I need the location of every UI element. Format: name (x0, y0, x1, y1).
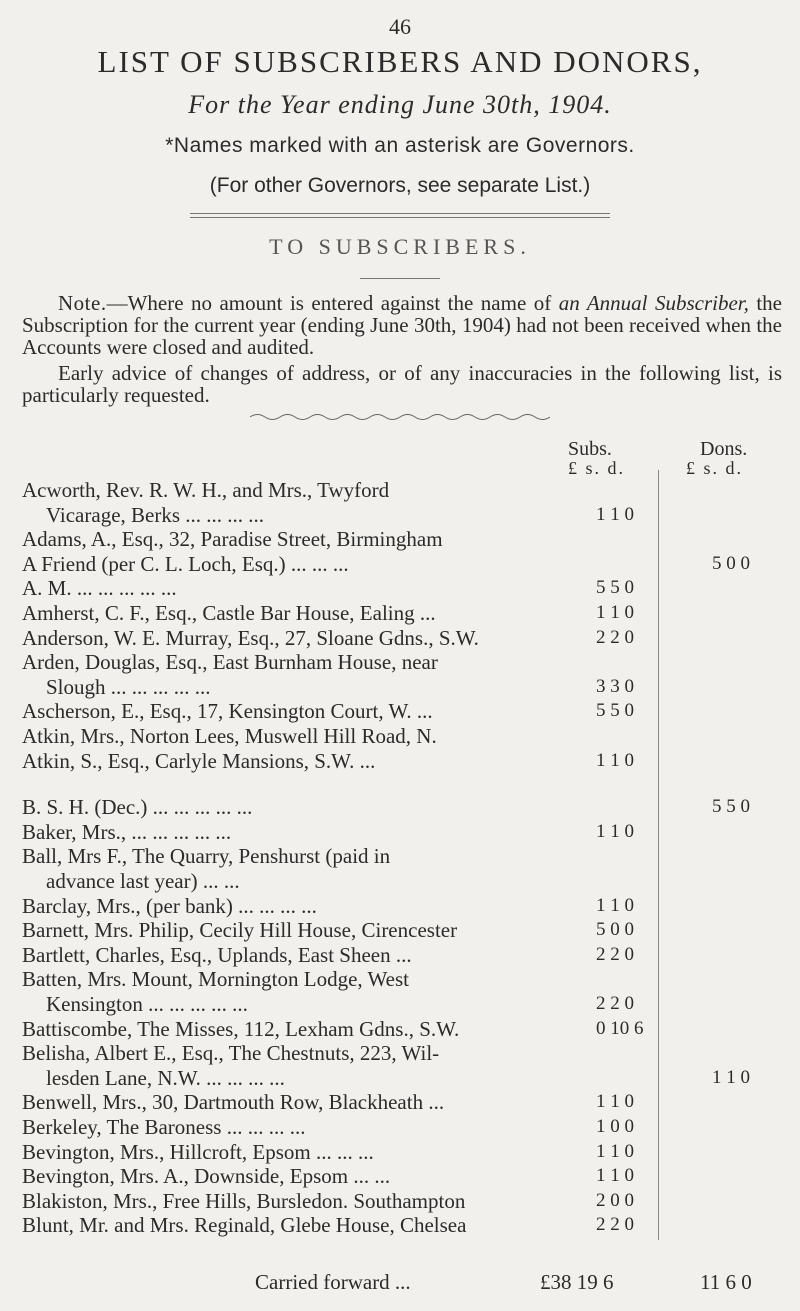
short-divider (360, 278, 440, 279)
subs-units: £ s. d. (568, 458, 626, 478)
subscription-amount: 1 1 0 (596, 820, 634, 842)
note-italic: an Annual Subscriber, (558, 291, 749, 315)
subscriber-name: Anderson, W. E. Murray, Esq., 27, Sloane Gdns., S.W. (22, 625, 479, 650)
subscriber-name: A. M. ... ... ... ... ... (22, 576, 177, 601)
subscriber-name: Arden, Douglas, Esq., East Burnham House, near (22, 650, 438, 675)
subscription-amount: 1 1 0 (596, 1140, 634, 1162)
column-rule (658, 470, 659, 1240)
subs-column-header: Subs. (568, 438, 612, 460)
subscription-amount: 3 3 0 (596, 675, 634, 697)
subscription-amount: 2 2 0 (596, 1214, 634, 1236)
note-text-1: —Where no amount is entered against the name of (106, 291, 559, 315)
note-label: Note. (58, 291, 107, 315)
subscriber-name: A Friend (per C. L. Loch, Esq.) ... ... ... (22, 551, 349, 576)
subscription-amount: 1 1 0 (596, 1165, 634, 1187)
subscriber-name: B. S. H. (Dec.) ... ... ... ... ... (22, 795, 253, 820)
subscriber-name: Blunt, Mr. and Mrs. Reginald, Glebe House, Chelsea (22, 1213, 467, 1238)
donation-amount: 5 0 0 (712, 552, 750, 574)
subscriber-name-continued: lesden Lane, N.W. ... ... ... ... (46, 1065, 285, 1090)
subscriber-name: Bevington, Mrs., Hillcroft, Epsom ... ... ... (22, 1139, 374, 1164)
subscription-amount: 2 2 0 (596, 626, 634, 648)
subscriber-name-continued: Vicarage, Berks ... ... ... ... (46, 502, 265, 527)
subscription-amount: 2 2 0 (596, 943, 634, 965)
subscription-amount: 1 1 0 (596, 503, 634, 525)
subscription-amount: 1 1 0 (596, 749, 634, 771)
advice-paragraph: Early advice of changes of address, or of any inaccuracies in the following list, is particularly requested. (22, 361, 782, 407)
subscription-amount: 0 10 6 (596, 1017, 644, 1039)
subscription-amount: 1 1 0 (596, 1091, 634, 1113)
subscription-amount: 1 1 0 (596, 602, 634, 623)
dons-total: 11 6 0 (700, 1270, 752, 1294)
subscription-amount: 1 0 0 (596, 1116, 634, 1137)
subscriber-name: Barnett, Mrs. Philip, Cecily Hill House, Cirencester (22, 918, 458, 943)
subscription-amount: 5 0 0 (596, 919, 634, 941)
subscription-amount: 1 1 0 (596, 894, 634, 916)
subscriber-name: Bartlett, Charles, Esq., Uplands, East Sheen ... (22, 942, 412, 967)
subscription-amount: 2 0 0 (596, 1189, 634, 1211)
subscriber-name: Ascherson, E., Esq., 17, Kensington Court, W. ... (22, 699, 433, 724)
subscriber-name-continued: Slough ... ... ... ... ... (46, 674, 211, 699)
wavy-divider (250, 412, 550, 422)
page-subtitle: For the Year ending June 30th, 1904. (188, 90, 612, 119)
subscription-amount: 2 2 0 (596, 992, 634, 1014)
subscriber-name: Adams, A., Esq., 32, Paradise Street, Birmingham (22, 527, 443, 552)
subscriber-name: Amherst, C. F., Esq., Castle Bar House, Ealing ... (22, 601, 436, 625)
subscription-amount: 5 5 0 (596, 577, 634, 599)
subscriber-name: Atkin, S., Esq., Carlyle Mansions, S.W. ... (22, 748, 376, 773)
subscriber-name: Baker, Mrs., ... ... ... ... ... (22, 819, 232, 844)
asterisk-note: *Names marked with an asterisk are Governors. (165, 134, 635, 157)
donation-amount: 1 1 0 (712, 1066, 750, 1088)
subscriber-name: Benwell, Mrs., 30, Dartmouth Row, Blackheath ... (22, 1090, 445, 1115)
donation-amount: 5 5 0 (712, 796, 750, 818)
section-heading: TO SUBSCRIBERS. (269, 234, 531, 259)
carried-forward-label: Carried forward ... (255, 1270, 411, 1294)
subscriber-name: Belisha, Albert E., Esq., The Chestnuts, 223, Wil- (22, 1041, 440, 1066)
subs-total: £38 19 6 (540, 1270, 614, 1294)
page-title: LIST OF SUBSCRIBERS AND DONORS, (97, 44, 703, 79)
subscriber-name: Battiscombe, The Misses, 112, Lexham Gdns., S.W. (22, 1016, 460, 1041)
subscription-amount: 5 5 0 (596, 700, 634, 722)
dons-column-header: Dons. (700, 438, 748, 460)
page-number: 46 (389, 14, 411, 39)
governors-note: (For other Governors, see separate List.) (209, 174, 591, 197)
subscriber-name: Atkin, Mrs., Norton Lees, Muswell Hill Road, N. (22, 724, 437, 748)
subscriber-name: Ball, Mrs F., The Quarry, Penshurst (paid in (22, 844, 391, 869)
subscriber-name: Bevington, Mrs. A., Downside, Epsom ... ... (22, 1164, 391, 1189)
divider-rule-bottom (190, 217, 610, 218)
note-paragraph (22, 292, 782, 358)
subscriber-name: Acworth, Rev. R. W. H., and Mrs., Twyford (22, 478, 390, 502)
subscriber-name-continued: advance last year) ... ... (46, 868, 240, 893)
subscriber-name: Blakiston, Mrs., Free Hills, Bursledon. Southampton (22, 1188, 466, 1213)
subscriber-name: Barclay, Mrs., (per bank) ... ... ... ... (22, 893, 317, 918)
subscriber-name-continued: Kensington ... ... ... ... ... (46, 991, 248, 1016)
subscriber-name: Batten, Mrs. Mount, Mornington Lodge, West (22, 967, 409, 992)
divider-rule-top (190, 213, 610, 214)
subscriber-name: Berkeley, The Baroness ... ... ... ... (22, 1115, 306, 1139)
note-text-2: the Subscription for the current year (ending June 30th, 1904) had not been received when the Accounts were closed and audited. (22, 291, 783, 359)
dons-units: £ s. d. (686, 458, 744, 478)
